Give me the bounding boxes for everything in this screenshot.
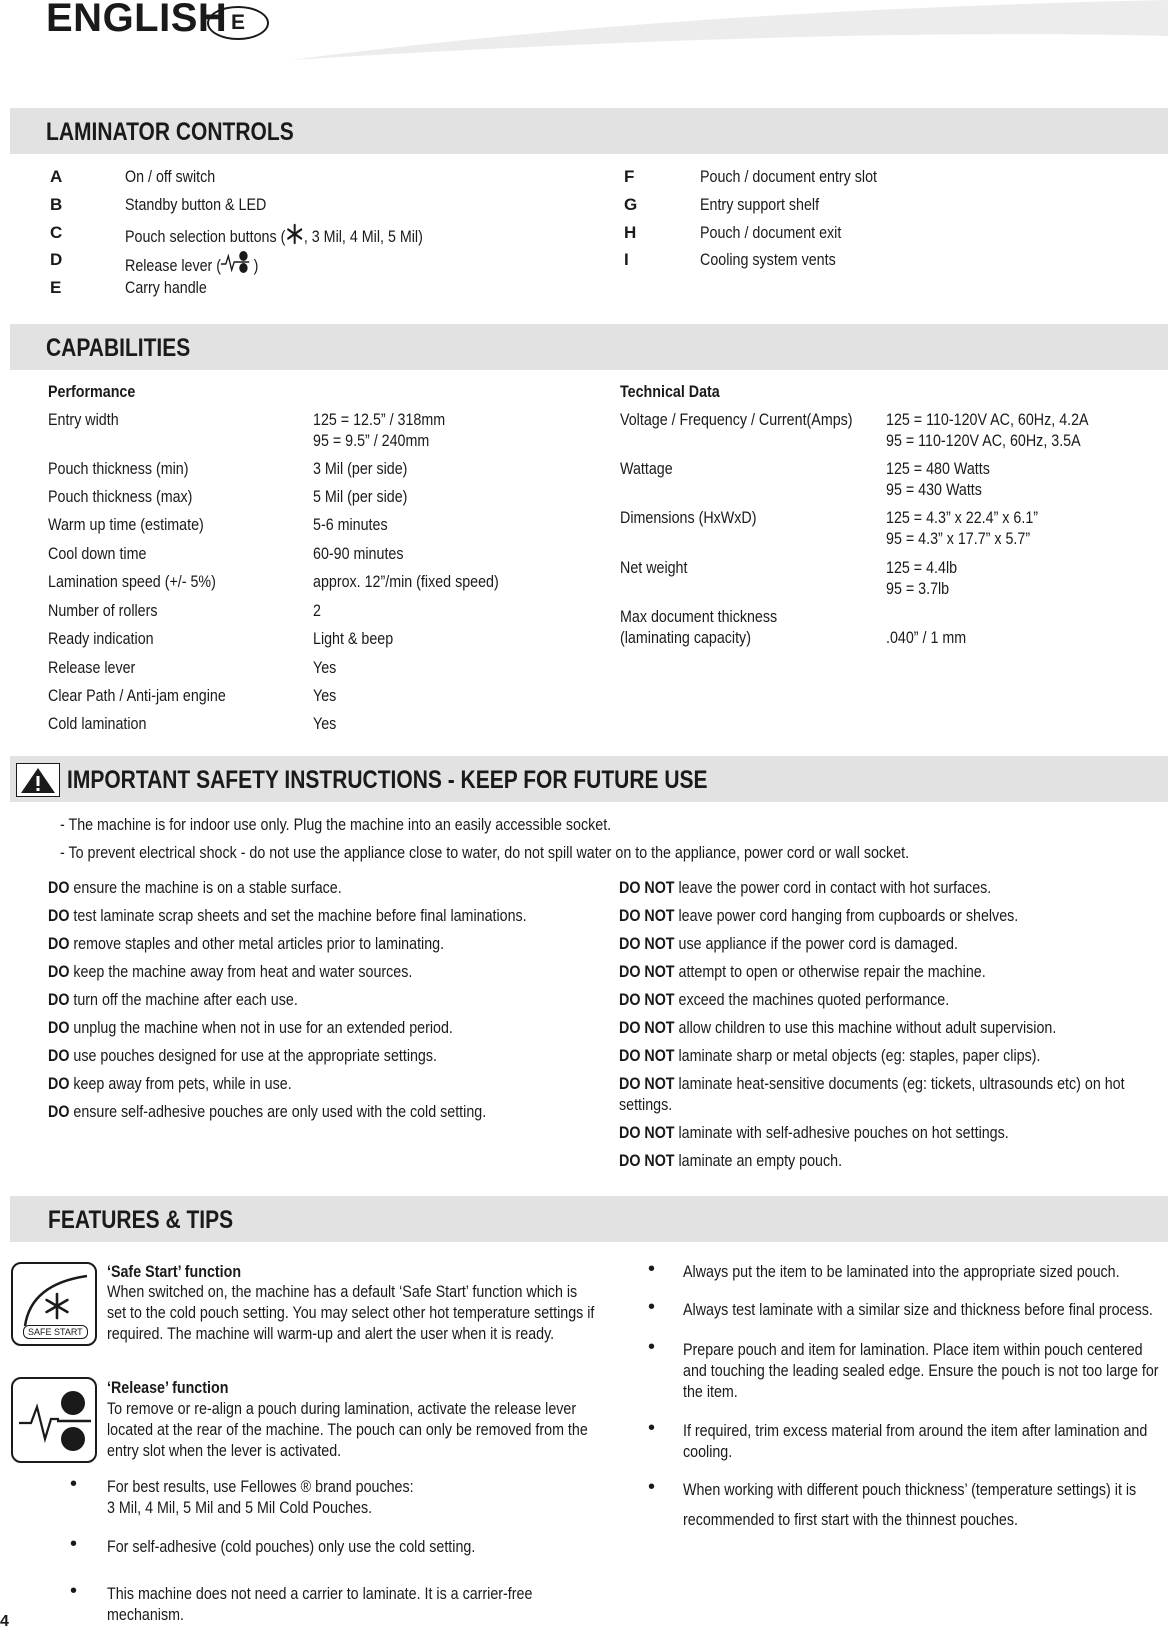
bullet-icon: • — [70, 1580, 78, 1602]
release-icon — [11, 1377, 97, 1463]
tip-line: When working with different pouch thickness’ (temperature settings) it is — [683, 1480, 1137, 1499]
control-letter: B — [50, 195, 63, 214]
release-heading: ‘Release’ function — [107, 1378, 229, 1397]
language-badge: E — [207, 6, 269, 40]
bullet-icon: • — [648, 1296, 656, 1318]
do-item: DO unplug the machine when not in use for an extended period. — [48, 1018, 453, 1037]
bullet-icon: • — [648, 1476, 656, 1498]
capabilities-bar — [10, 324, 1168, 370]
spec-label: Entry width — [48, 410, 119, 429]
control-text: Pouch / document entry slot — [700, 167, 878, 186]
capabilities-title: CAPABILITIES — [46, 334, 191, 362]
control-text: Release lever ( ) — [125, 250, 258, 276]
spec-label: Net weight — [620, 558, 688, 577]
spec-value: 60-90 minutes — [313, 544, 404, 563]
spec-value: approx. 12”/min (fixed speed) — [313, 572, 499, 591]
spec-value: 5 Mil (per side) — [313, 487, 408, 506]
safe-start-line: set to the cold pouch setting. You may select other hot temperature settings if — [107, 1303, 595, 1322]
spec-label: Ready indication — [48, 629, 154, 648]
donot-item: DO NOT laminate an empty pouch. — [619, 1151, 843, 1170]
donot-item: DO NOT use appliance if the power cord is damaged. — [619, 934, 958, 953]
donot-item: DO NOT laminate sharp or metal objects (eg: staples, paper clips). — [619, 1046, 1041, 1065]
spec-label: Max document thickness — [620, 607, 778, 626]
tip-line: Prepare pouch and item for lamination. Place item within pouch centered — [683, 1340, 1143, 1359]
do-item: DO test laminate scrap sheets and set the machine before final laminations. — [48, 906, 527, 925]
control-letter: D — [50, 250, 63, 269]
spec-label: Dimensions (HxWxD) — [620, 508, 757, 527]
do-item: DO remove staples and other metal articles prior to laminating. — [48, 934, 445, 953]
page-number: 4 — [0, 1613, 9, 1630]
donot-item: DO NOT leave power cord hanging from cupboards or shelves. — [619, 906, 1019, 925]
do-item: DO keep the machine away from heat and water sources. — [48, 962, 413, 981]
control-text: Standby button & LED — [125, 195, 267, 214]
spec-value: 95 = 4.3” x 17.7” x 5.7” — [886, 529, 1031, 548]
safety-intro-line: - The machine is for indoor use only. Plug the machine into an easily accessible socket. — [60, 815, 612, 834]
spec-value: .040” / 1 mm — [886, 628, 967, 647]
donot-item: DO NOT allow children to use this machine without adult supervision. — [619, 1018, 1057, 1037]
safe-start-line: When switched on, the machine has a default ‘Safe Start’ function which is — [107, 1282, 578, 1301]
spec-label: Release lever — [48, 658, 136, 677]
warning-icon — [16, 763, 60, 797]
control-text: Carry handle — [125, 278, 207, 297]
donot-item: DO NOT leave the power cord in contact with hot surfaces. — [619, 878, 992, 897]
donot-item: DO NOT attempt to open or otherwise repair the machine. — [619, 962, 986, 981]
bullet-icon: • — [70, 1473, 78, 1495]
do-item: DO ensure self-adhesive pouches are only used with the cold setting. — [48, 1102, 487, 1121]
controls-bar — [10, 108, 1168, 154]
safe-start-heading: ‘Safe Start’ function — [107, 1262, 242, 1281]
spec-value: Yes — [313, 714, 337, 733]
tip-line: Always put the item to be laminated into the appropriate sized pouch. — [683, 1262, 1120, 1281]
spec-value: 3 Mil (per side) — [313, 459, 408, 478]
features-bar — [10, 1196, 1168, 1242]
control-text: On / off switch — [125, 167, 216, 186]
safety-bar — [10, 756, 1168, 802]
language-title: ENGLISH — [46, 0, 228, 40]
spec-value: 125 = 480 Watts — [886, 459, 990, 478]
spec-value: 5-6 minutes — [313, 515, 388, 534]
bullet-icon: • — [648, 1258, 656, 1280]
control-letter: E — [50, 278, 62, 297]
release-lever-icon — [221, 250, 250, 274]
control-letter: I — [624, 250, 629, 269]
tip-line: For best results, use Fellowes ® brand pouches: — [107, 1477, 414, 1496]
do-item: DO turn off the machine after each use. — [48, 990, 298, 1009]
donot-item: DO NOT laminate heat-sensitive documents (eg: tickets, ultrasounds etc) on hot — [619, 1074, 1125, 1093]
safe-start-label: SAFE START — [23, 1325, 88, 1339]
tip-line: mechanism. — [107, 1605, 184, 1624]
control-letter: C — [50, 223, 63, 242]
do-item: DO ensure the machine is on a stable surface. — [48, 878, 342, 897]
control-text: Pouch / document exit — [700, 223, 842, 242]
spec-value: Light & beep — [313, 629, 394, 648]
spec-label: Voltage / Frequency / Current(Amps) — [620, 410, 853, 429]
control-text: Cooling system vents — [700, 250, 836, 269]
spec-label: Lamination speed (+/- 5%) — [48, 572, 216, 591]
spec-label: (laminating capacity) — [620, 628, 751, 647]
tip-line: the item. — [683, 1382, 738, 1401]
spec-value: 95 = 9.5” / 240mm — [313, 431, 430, 450]
tip-line: For self-adhesive (cold pouches) only use the cold setting. — [107, 1537, 476, 1556]
spec-label: Number of rollers — [48, 601, 158, 620]
spec-value: 125 = 12.5” / 318mm — [313, 410, 446, 429]
donot-item-continuation: settings. — [619, 1095, 673, 1114]
performance-heading: Performance — [48, 382, 136, 401]
release-line: To remove or re-align a pouch during lamination, activate the release lever — [107, 1399, 577, 1418]
spec-value: Yes — [313, 686, 337, 705]
features-title: FEATURES & TIPS — [48, 1206, 234, 1234]
tip-line: If required, trim excess material from around the item after lamination and — [683, 1421, 1148, 1440]
spec-label: Pouch thickness (max) — [48, 487, 193, 506]
spec-value: 95 = 110-120V AC, 60Hz, 3.5A — [886, 431, 1081, 450]
spec-label: Cold lamination — [48, 714, 147, 733]
spec-label: Clear Path / Anti-jam engine — [48, 686, 226, 705]
safe-start-line: required. The machine will warm-up and alert the user when it is ready. — [107, 1324, 555, 1343]
bullet-icon: • — [648, 1417, 656, 1439]
release-line: entry slot when the lever is activated. — [107, 1441, 342, 1460]
release-line: located at the rear of the machine. The pouch can only be removed from the — [107, 1420, 588, 1439]
do-item: DO use pouches designed for use at the appropriate settings. — [48, 1046, 437, 1065]
tip-line: and touching the leading sealed edge. Ensure the pouch is not too large for — [683, 1361, 1159, 1380]
tip-line: 3 Mil, 4 Mil, 5 Mil and 5 Mil Cold Pouches. — [107, 1498, 373, 1517]
spec-value: 2 — [313, 601, 321, 620]
tip-line: Always test laminate with a similar size and thickness before final process. — [683, 1300, 1153, 1319]
controls-title: LAMINATOR CONTROLS — [46, 118, 294, 146]
spec-value: 125 = 110-120V AC, 60Hz, 4.2A — [886, 410, 1089, 429]
control-letter: A — [50, 167, 63, 186]
tip-line: This machine does not need a carrier to laminate. It is a carrier-free — [107, 1584, 533, 1603]
spec-value: 125 = 4.4lb — [886, 558, 958, 577]
control-text: Pouch selection buttons ( , 3 Mil, 4 Mil, 5 Mil) — [125, 223, 423, 247]
control-text: Entry support shelf — [700, 195, 820, 214]
spec-value: 125 = 4.3” x 22.4” x 6.1” — [886, 508, 1039, 527]
technical-heading: Technical Data — [620, 382, 720, 401]
donot-item: DO NOT laminate with self-adhesive pouches on hot settings. — [619, 1123, 1009, 1142]
spec-label: Wattage — [620, 459, 673, 478]
safe-start-icon — [11, 1262, 97, 1346]
donot-item: DO NOT exceed the machines quoted performance. — [619, 990, 950, 1009]
control-letter: F — [624, 167, 635, 186]
tip-line: recommended to first start with the thinnest pouches. — [683, 1510, 1018, 1529]
do-item: DO keep away from pets, while in use. — [48, 1074, 292, 1093]
spec-label: Warm up time (estimate) — [48, 515, 204, 534]
spec-label: Pouch thickness (min) — [48, 459, 189, 478]
safety-intro-line: - To prevent electrical shock - do not use the appliance close to water, do not spill water on to the appliance, power cord or wall socket. — [60, 843, 910, 862]
control-letter: G — [624, 195, 638, 214]
control-letter: H — [624, 223, 637, 242]
spec-label: Cool down time — [48, 544, 147, 563]
bullet-icon: • — [648, 1336, 656, 1358]
safety-title: IMPORTANT SAFETY INSTRUCTIONS - KEEP FOR FUTURE USE — [67, 766, 708, 794]
bullet-icon: • — [70, 1533, 78, 1555]
spec-value: 95 = 430 Watts — [886, 480, 982, 499]
snowflake-icon — [285, 223, 303, 245]
spec-value: Yes — [313, 658, 337, 677]
spec-value: 95 = 3.7lb — [886, 579, 950, 598]
tip-line: cooling. — [683, 1442, 733, 1461]
